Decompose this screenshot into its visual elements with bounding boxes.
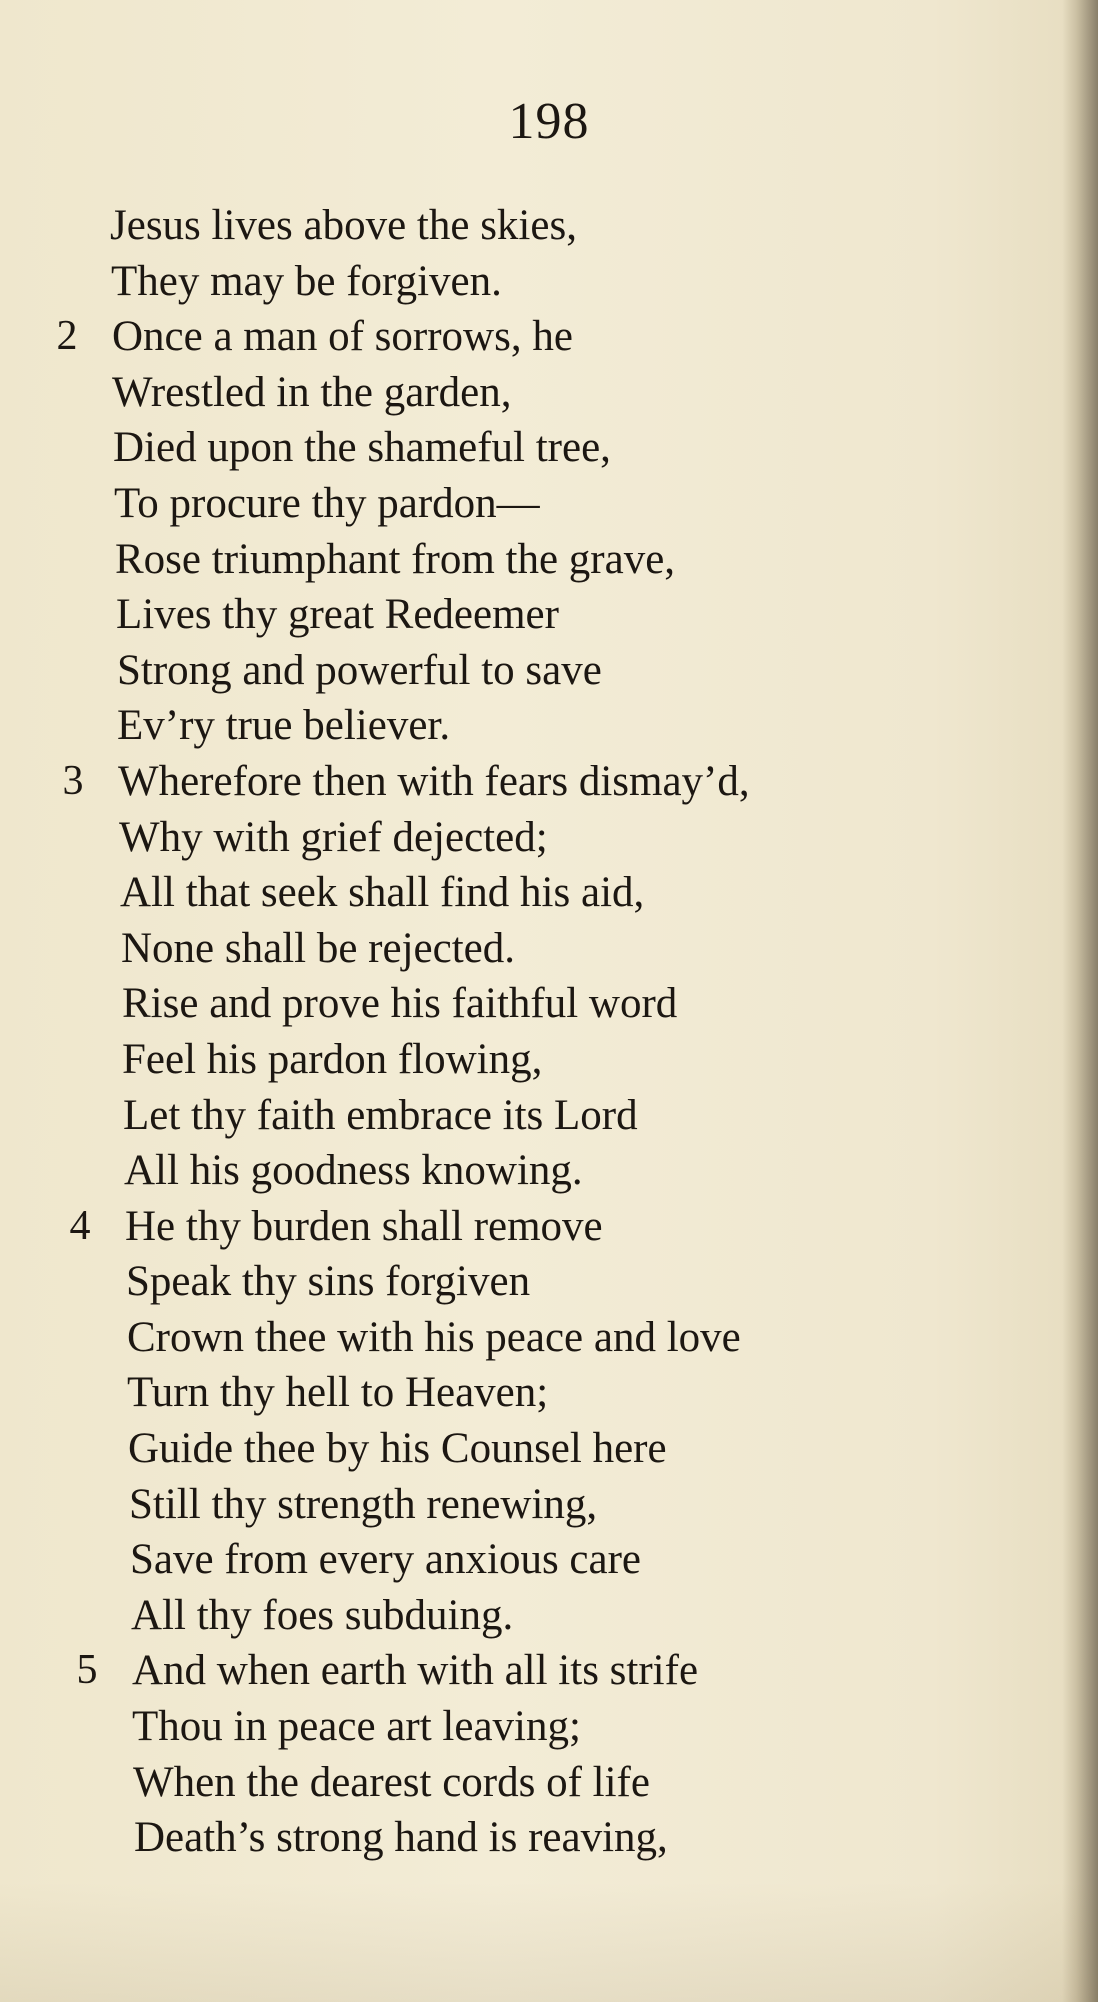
hymn-line: [0, 1755, 1040, 1811]
verse-number: 3: [62, 757, 84, 804]
hymn-line: [0, 1254, 1040, 1310]
line-text: Why with grief dejected;: [119, 813, 548, 861]
line-text: He thy burden shall remove: [125, 1202, 603, 1250]
hymn-line: [0, 643, 1040, 699]
hymn-line: [0, 1088, 1040, 1144]
hymn-line: [0, 198, 1040, 254]
line-text: Let thy faith embrace its Lord: [123, 1091, 638, 1139]
hymn-line: [0, 1310, 1040, 1366]
hymn-line: [0, 476, 1040, 532]
hymn-line: [0, 1421, 1040, 1477]
line-text: Crown thee with his peace and love: [127, 1313, 741, 1361]
line-text: And when earth with all its strife: [132, 1647, 699, 1695]
line-text: Guide thee by his Counsel here: [128, 1425, 667, 1473]
page-bottom-shade: [0, 1882, 1098, 2002]
line-text: Once a man of sorrows, he: [112, 313, 573, 361]
hymn-line: [0, 754, 1040, 810]
hymn-line: [0, 532, 1040, 588]
hymn-line: [0, 365, 1040, 421]
hymn-line: [0, 976, 1040, 1032]
hymn-line: [0, 254, 1040, 310]
hymn-line: [0, 1032, 1040, 1088]
hymn-line: [0, 698, 1040, 754]
line-text: Strong and powerful to save: [117, 646, 602, 694]
line-text: Lives thy great Redeemer: [116, 591, 559, 639]
page-edge-shadow: [1062, 0, 1098, 2002]
hymn-line: [0, 1532, 1040, 1588]
line-text: Speak thy sins forgiven: [126, 1258, 531, 1306]
hymn-line: [0, 420, 1040, 476]
line-text: Rise and prove his faithful word: [122, 980, 678, 1028]
line-text: Feel his pardon flowing,: [122, 1035, 543, 1083]
line-text: Thou in peace art leaving;: [132, 1703, 581, 1751]
line-text: They may be forgiven.: [111, 257, 502, 305]
line-text: All that seek shall find his aid,: [120, 869, 645, 917]
line-text: Rose triumphant from the grave,: [115, 535, 676, 583]
line-text: All thy foes subduing.: [131, 1591, 514, 1639]
hymn-line: [0, 810, 1040, 866]
line-text: Wrestled in the garden,: [112, 368, 512, 416]
line-text: Save from every anxious care: [130, 1536, 642, 1584]
hymn-line: [0, 1477, 1040, 1533]
verse-number: 5: [76, 1647, 98, 1694]
line-text: When the dearest cords of life: [133, 1758, 650, 1806]
line-text: Ev’ry true believer.: [117, 702, 451, 750]
page-number: 198: [508, 93, 590, 150]
hymn-line: [0, 1699, 1040, 1755]
hymn-line: [0, 1643, 1040, 1699]
line-text: To procure thy pardon—: [114, 479, 540, 527]
line-text: Wherefore then with fears dismay’d,: [118, 757, 750, 805]
line-text: Jesus lives above the skies,: [110, 202, 577, 249]
verse-number: 2: [56, 313, 78, 360]
verse-number: 4: [69, 1202, 91, 1249]
hymn-line: [0, 587, 1040, 643]
line-text: Turn thy hell to Heaven;: [127, 1369, 549, 1417]
hymn-text: [0, 198, 1040, 1866]
hymn-line: [0, 1199, 1040, 1255]
hymn-line: [0, 1810, 1040, 1866]
hymn-line: [0, 309, 1040, 365]
hymn-line: [0, 1365, 1040, 1421]
hymn-line: [0, 1588, 1040, 1644]
hymn-line: [0, 865, 1040, 921]
line-text: All his goodness knowing.: [124, 1147, 583, 1195]
hymn-line: [0, 1143, 1040, 1199]
line-text: Still thy strength renewing,: [129, 1480, 598, 1528]
hymn-line: [0, 921, 1040, 977]
line-text: None shall be rejected.: [121, 924, 515, 972]
line-text: Death’s strong hand is reaving,: [134, 1814, 668, 1862]
line-text: Died upon the shameful tree,: [113, 424, 611, 472]
